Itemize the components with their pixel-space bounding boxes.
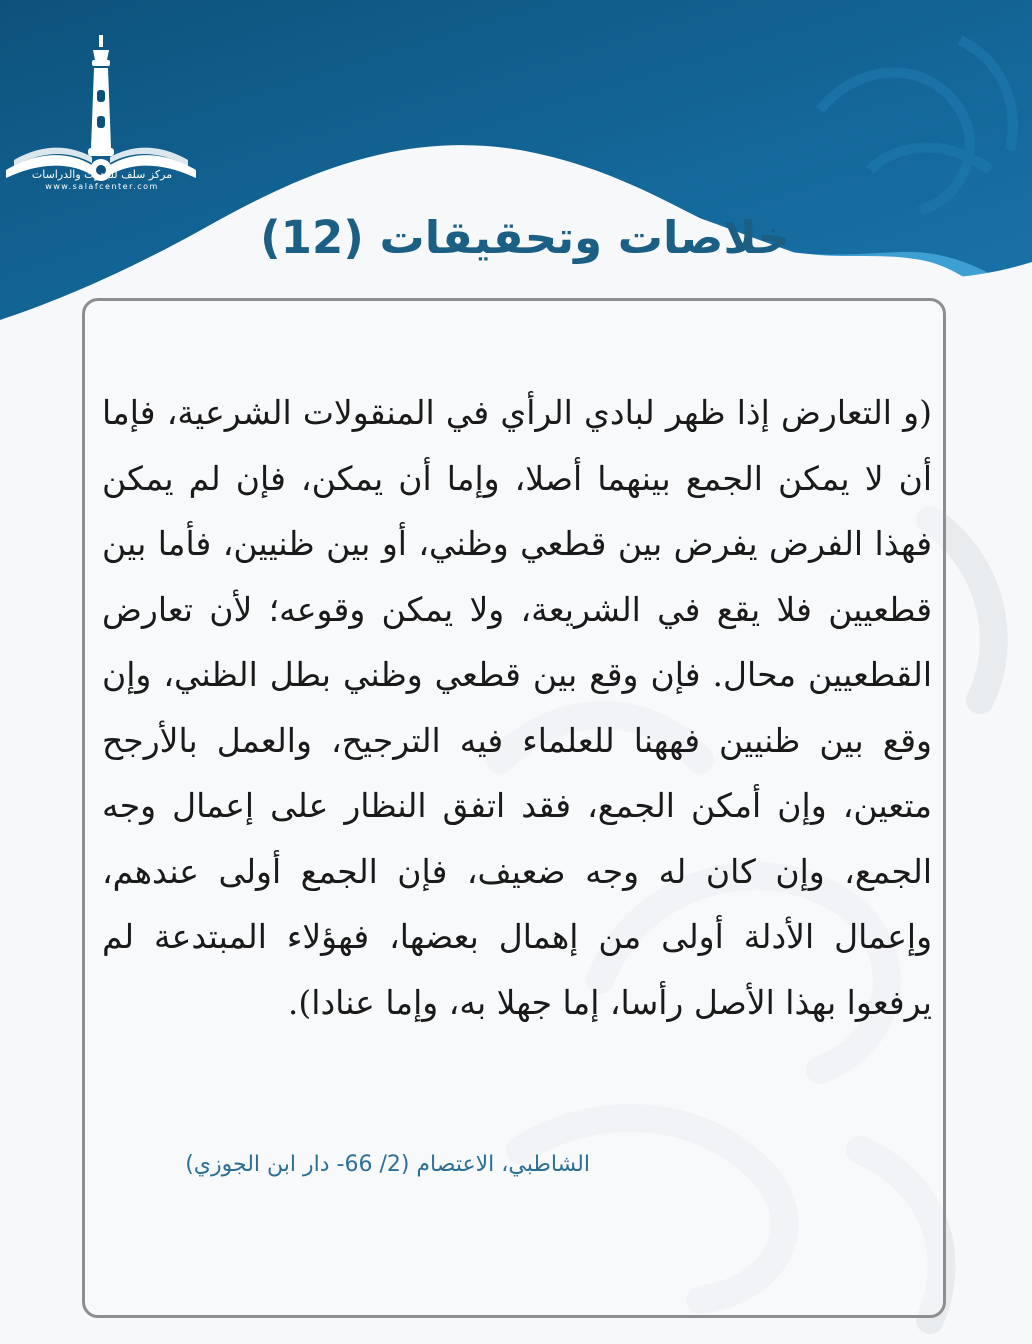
quote-text: (و التعارض إذا ظهر لبادي الرأي في المنقولات الشرعية، فإما أن لا يمكن الجمع بينهما أصلا، وإما أن يمكن، فإن لم يمكن فهذا الفرض يفرض بين قطعي وظني، أو بين ظنيين، فأما بين قطعيين فلا يقع في الشريعة، ولا يمكن وقوعه؛ لأن تعارض القطعيين محال. فإن وقع بين قطعي وظني بطل الظني، وإن وقع بين ظنيين فههنا للعلماء فيه الترجيح، والعمل بالأرجح متعين، وإن أمكن الجمع، فقد اتفق النظار على إعمال وجه الجمع، وإن كان له وجه ضعيف، فإن الجمع أولى عندهم، وإعمال الأدلة أولى من إهمال بعضها، فهؤلاء المبتدعة لم يرفعوا بهذا الأصل رأسا، إما جهلا به، وإما عنادا). [102,393,932,1022]
quote-source: الشاطبي، الاعتصام (2/ 66- دار ابن الجوزي) [185,1152,590,1177]
logo-url: www.salafcenter.com [45,182,159,191]
logo-name: مركز سلف للبحوث والدراسات [31,168,173,181]
page-title: خلاصات وتحقيقات (12) [260,211,790,264]
